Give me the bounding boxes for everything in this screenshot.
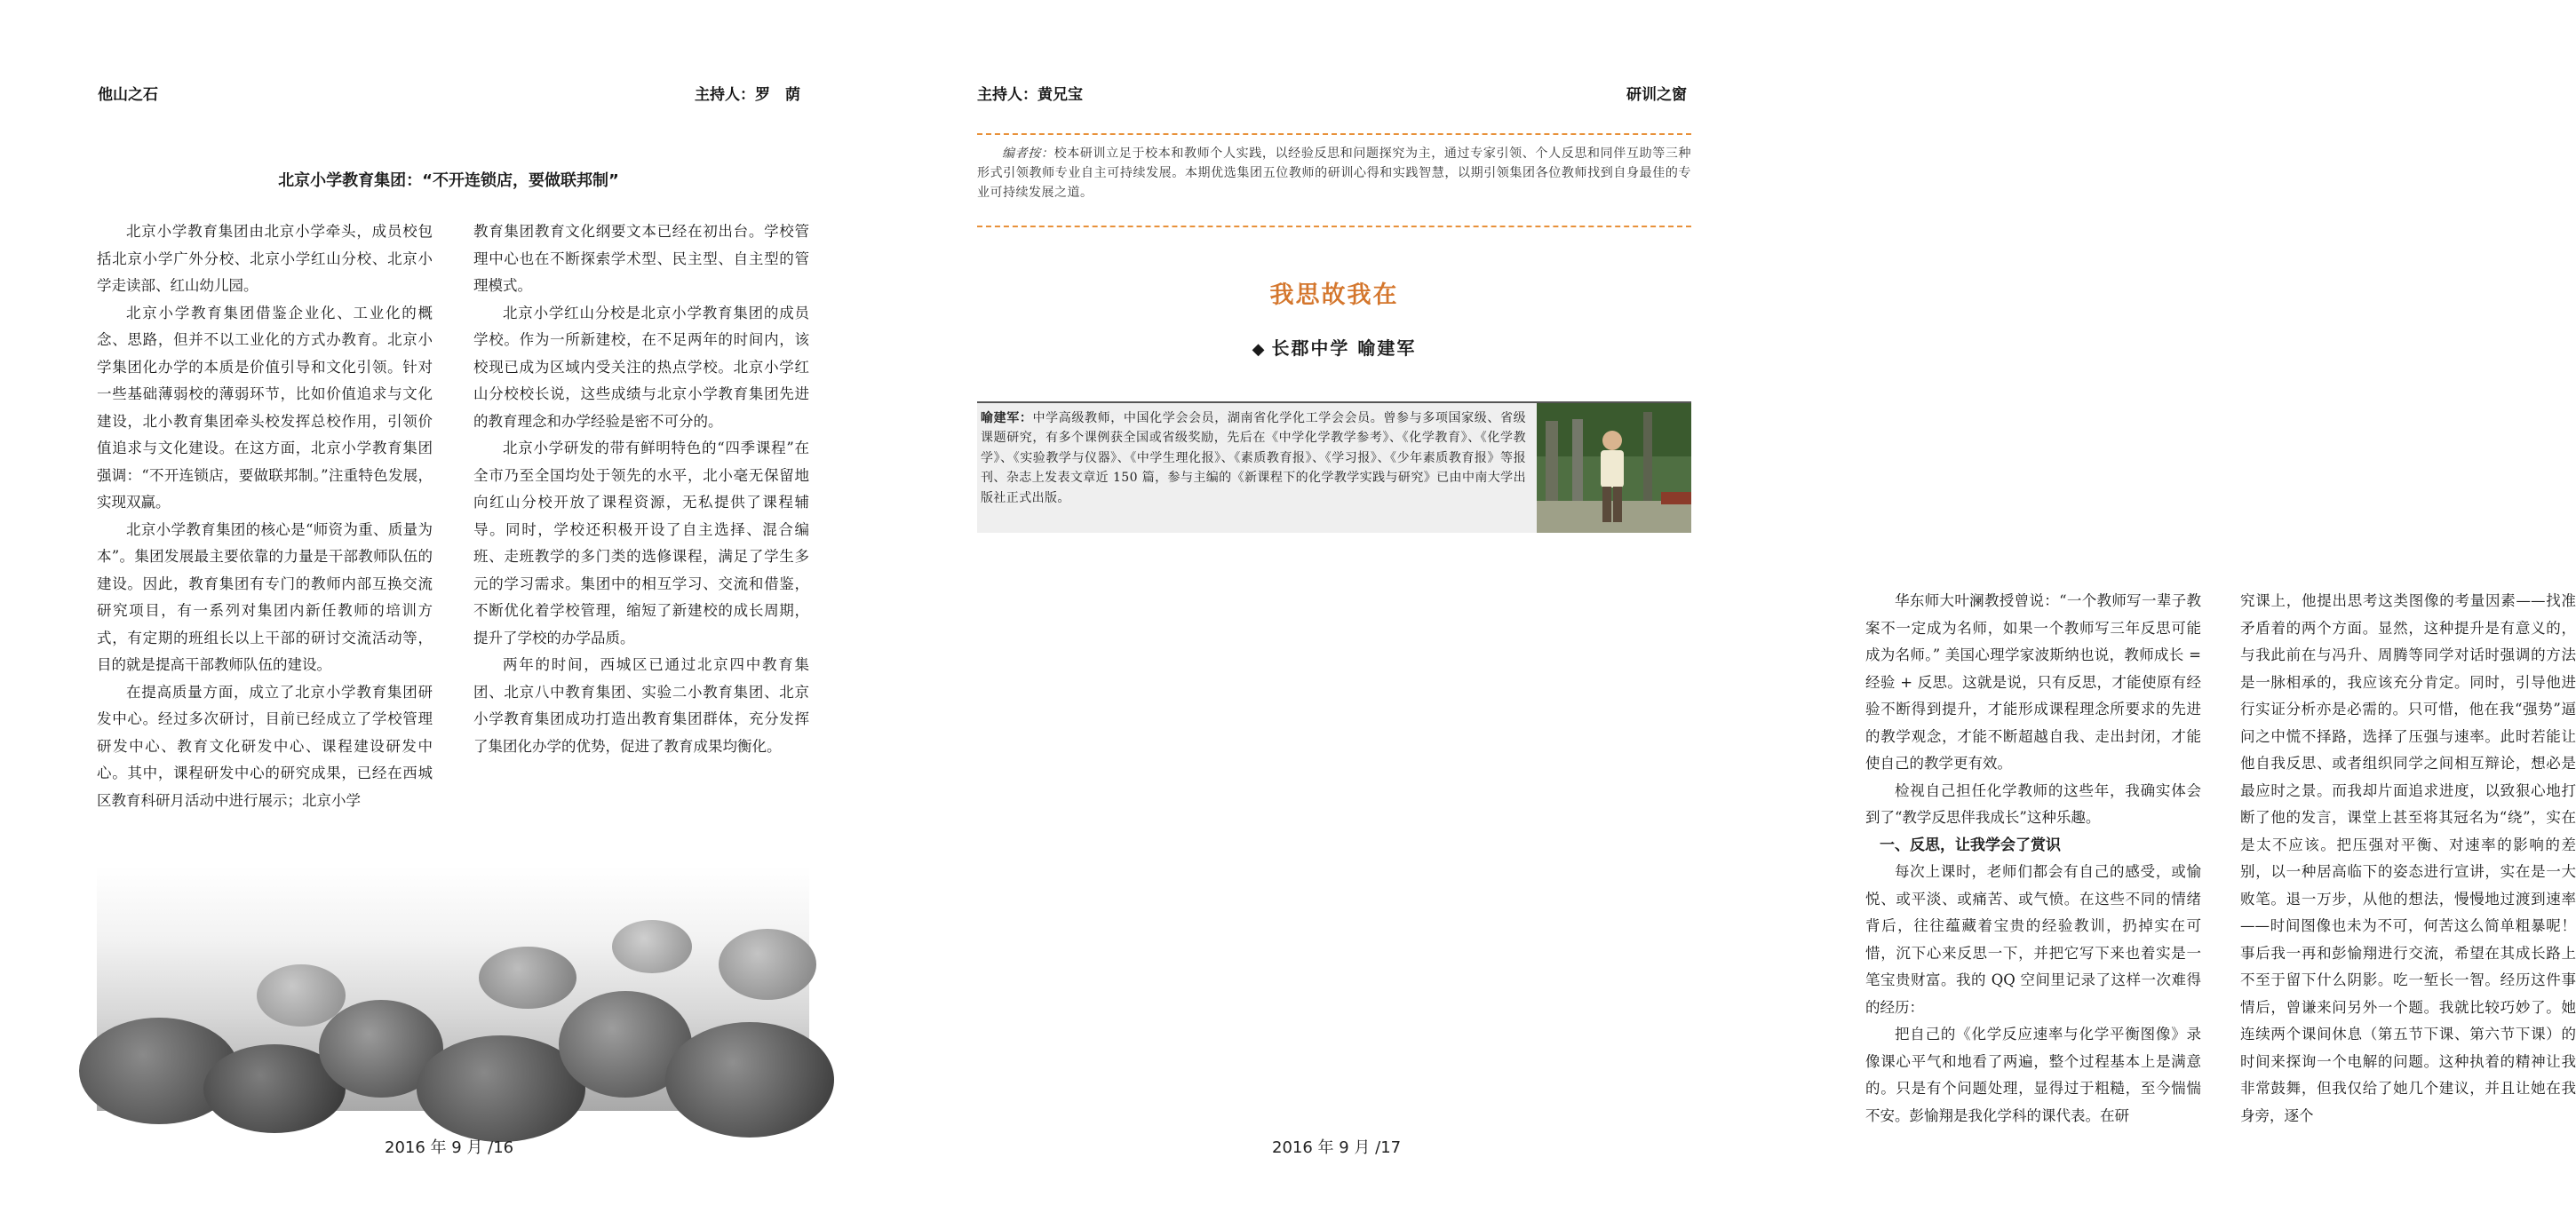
right-page-number: 2016 年 9 月 /17: [1272, 1138, 1402, 1157]
editor-note-label: 编者按：: [1002, 147, 1054, 161]
paragraph: 检视自己担任化学教师的这些年，我确实体会到了“教学反思伴我成长”这种乐趣。: [1865, 781, 2201, 826]
right-host-name: 主持人：黄兄宝: [977, 86, 1083, 104]
paragraph: 每次上课时，老师们都会有自己的感受，或愉悦、或平淡、或痛苦、或气愤。在这些不同的情绪背后，往往蕴藏着宝贵的经验教训，扔掉实在可惜，沉下心来反思一下，并把它写下来也着实是一笔宝贵财富。我的 QQ 空间里记录了这样一次难得的经历：: [1865, 863, 2201, 1016]
right-column-2: [2240, 588, 2576, 1130]
paragraph: 北京小学红山分校是北京小学教育集团的成员学校。作为一所新建校，在不足两年的时间内，该校现已成为区域内受关注的热点学校。北京小学红山分校校长说，这些成绩与北京小学教育集团先进的教育理念和办学经验是密不可分的。: [473, 304, 809, 430]
author-bio-box: [977, 401, 1691, 533]
paragraph: 把自己的《化学反应速率与化学平衡图像》录像课心平气和地看了两遍，整个过程基本上是满意的。只是有个问题处理，显得过于粗糙，至今惴惴不安。彭愉翔是我化学科的课代表。在研: [1865, 1026, 2201, 1124]
paragraph: 北京小学教育集团由北京小学牵头，成员校包括北京小学广外分校、北京小学红山分校、北京小学走读部、红山幼儿园。: [97, 223, 433, 294]
paragraph: 北京小学研发的带有鲜明特色的“四季课程”在全市乃至全国均处于领先的水平，北小毫无保留地向红山分校开放了课程资源，无私提供了课程辅导。同时，学校还积极开设了自主选择、混合编班、走班教学的多门类的选修课程，满足了学生多元的学习需求。集团中的相互学习、交流和借鉴，不断优化着学校管理，缩短了新建校的成长周期，提升了学校的办学品质。: [473, 440, 809, 646]
paragraph: 在提高质量方面，成立了北京小学教育集团研发中心。经过多次研讨，目前已经成立了学校管理研发中心、教育文化研发中心、课程建设研发中心。其中，课程研发中心的研究成果，已经在西城区教育科研月活动中进行展示；北京小学: [97, 683, 433, 809]
paragraph: 北京小学教育集团借鉴企业化、工业化的概念、思路，但并不以工业化的方式办教育。北京小学集团化办学的本质是价值引导和文化引领。针对一些基础薄弱校的薄弱环节，比如价值追求与文化建设，北小教育集团牵头校发挥总校作用，引领价值追求与文化建设。在这方面，北京小学教育集团强调：“不开连锁店，要做联邦制。”注重特色发展，实现双赢。: [97, 304, 433, 511]
paragraph: 华东师大叶澜教授曾说：“一个教师写一辈子教案不一定成为名师，如果一个教师写三年反思可能成为名师。” 美国心理学家波斯纳也说，教师成长 = 经验 + 反思。这就是说，只有反思，才能使原有经验不断得到提升，才能形成课程理念所要求的先进的教学观念，才能不断超越自我、走出封闭，才能使自己的教学更有效。: [1865, 592, 2201, 772]
misty-stones-image: [97, 867, 809, 1111]
editor-note-box: [977, 133, 1691, 227]
left-page: [0, 0, 888, 1213]
byline-text: 长郡中学 喻建军: [1271, 337, 1417, 359]
author-photo-illustration: [1537, 403, 1691, 533]
left-article-title: 北京小学教育集团：“不开连锁店，要做联邦制”: [278, 171, 619, 190]
paragraph: 教育集团教育文化纲要文本已经在初出台。学校管理中心也在不断探索学术型、民主型、自主型的管理模式。: [473, 223, 809, 294]
author-name: 喻建军：: [981, 411, 1033, 425]
editor-note-text: 校本研训立足于校本和教师个人实践，以经验反思和问题探究为主，通过专家引领、个人反思和同伴互助等三种形式引领教师专业自主可持续发展。本期优选集团五位教师的研训心得和实践智慧，以期引领集团各位教师找到自身最佳的专业可持续发展之道。: [977, 147, 1691, 200]
editor-note: [977, 144, 1691, 202]
left-column-2: [473, 218, 809, 760]
paragraph: 北京小学教育集团的核心是“师资为重、质量为本”。集团发展最主要依靠的力量是干部教师队伍的建设。因此，教育集团有专门的教师内部互换交流研究项目，有一系列对集团内新任教师的培训方式，有定期的班组长以上干部的研讨交流活动等，目的就是提高干部教师队伍的建设。: [97, 520, 433, 673]
left-host-name: 主持人：罗 荫: [695, 86, 800, 104]
paragraph: 究课上，他提出思考这类图像的考量因素——找准矛盾着的两个方面。显然，这种提升是有意义的，与我此前在与冯升、周腾等同学对话时强调的方法是一脉相承的，我应该充分肯定。同时，引导他进行实证分析亦是必需的。只可惜，他在我“强势”逼问之中慌不择路，选择了压强与速率。此时若能让他自我反思、或者组织同学之间相互辩论，想必是最应时之景。而我却片面追求进度，以致狠心地打断了他的发言，课堂上甚至将其冠名为“绕”，实在是太不应该。把压强对平衡、对速率的影响的差别，以一种居高临下的姿态进行宣讲，实在是一大败笔。退一万步，从他的想法，慢慢地过渡到速率——时间图像也未为不可，何苦这么简单粗暴呢！事后我一再和彭愉翔进行交流，希望在其成长路上不至于留下什么阴影。吃一堑长一智。经历这件事情后，曾谦来问另外一个题。我就比较巧妙了。她连续两个课间休息（第五节下课、第六节下课）的时间来探询一个电解的问题。这种执着的精神让我非常鼓舞，但我仅给了她几个建议，并且让她在我身旁，逐个: [2240, 592, 2576, 1124]
right-column-1: [1865, 588, 2201, 1130]
right-page: [888, 0, 2576, 1213]
diamond-icon: ◆: [1252, 340, 1267, 359]
author-bio-text: 中学高级教师，中国化学会会员，湖南省化学化工学会会员。曾参与多项国家级、省级课题研究，有多个课例获全国或省级奖励，先后在《中学化学教学参考》、《化学教育》、《化学教学》、《实验教学与仪器》、《中学生理化报》、《素质教育报》、《学习报》、《少年素质教育报》等报刊、杂志上发表文章近 150 篇，参与主编的《新课程下的化学教学实践与研究》已由中南大学出版社正式出版。: [981, 411, 1526, 505]
left-section-title: 他山之石: [98, 86, 158, 104]
byline: [977, 334, 1691, 360]
left-column-1: [97, 218, 433, 814]
left-page-number: 2016 年 9 月 /16: [385, 1138, 514, 1157]
right-article-title: 我思故我在: [1269, 281, 1399, 309]
paragraph: 两年的时间，西城区已通过北京四中教育集团、北京八中教育集团、实验二小教育集团、北京小学教育集团成功打造出教育集团群体，充分发挥了集团化办学的优势，促进了教育成果均衡化。: [473, 656, 809, 755]
right-section-title: 研训之窗: [1626, 86, 1687, 104]
author-bio: [977, 408, 1526, 508]
section-heading: 一、反思，让我学会了赏识: [1880, 836, 2061, 854]
author-photo: [1537, 403, 1691, 533]
